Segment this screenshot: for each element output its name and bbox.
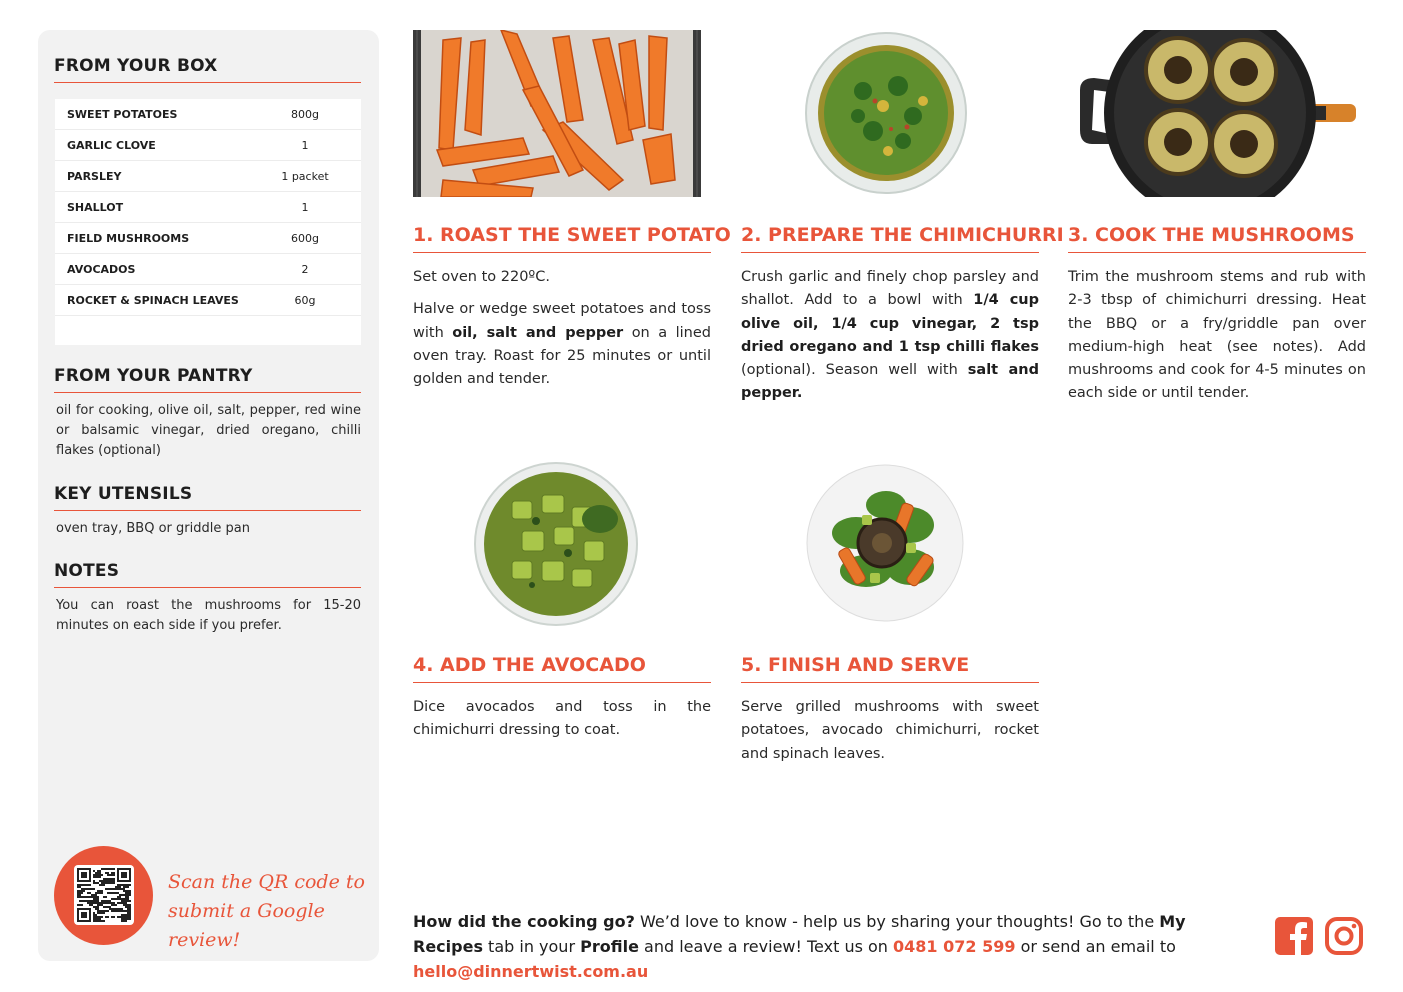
ingredient-row [55,285,361,316]
review-footer [413,909,1253,984]
ingredient-row [55,254,361,285]
ingredient-row [55,192,361,223]
ingredients-table [55,99,361,345]
from-your-pantry-heading: FROM YOUR PANTRY [54,366,361,393]
qr-badge[interactable] [54,846,153,945]
step-paragraph: Set oven to 220ºC. [413,269,550,285]
footer-question: How did the cooking go? [413,912,635,931]
ingredient-qty: 60g [294,293,316,307]
qr-code-icon[interactable] [74,865,134,925]
from-your-box-heading: FROM YOUR BOX [54,56,361,83]
footer-text-3: and leave a review! Text us on [638,937,894,956]
step-paragraph: Halve or wedge sweet potatoes and toss with oil, salt and pepper on a lined oven tray. Roast for 25 minutes or until golden and tender. [413,301,711,388]
phone-link[interactable]: 0481 072 599 [893,937,1016,956]
mushrooms-griddle-image [1080,30,1356,197]
ingredient-name: AVOCADOS [67,262,136,276]
step-paragraph: Trim the mushroom stems and rub with 2-3 tbsp of chimichurri dressing. Heat the BBQ or a fry/griddle pan over medium-high heat (see notes). Add mushrooms and cook for 4-5 minutes on each side or until tender. [1068,269,1366,402]
notes-heading: NOTES [54,561,361,588]
ingredient-name: GARLIC CLOVE [67,138,156,152]
step-5-title: 5. FINISH AND SERVE [741,654,1039,683]
utensils-text: oven tray, BBQ or griddle pan [56,521,250,536]
notes-text: You can roast the mushrooms for 15-20 minutes on each side if you prefer. [56,598,361,633]
sweet-potato-tray-image [413,30,701,197]
chimichurri-bowl-image [803,31,970,195]
step-paragraph: Crush garlic and finely chop parsley and shallot. Add to a bowl with 1/4 cup olive oil, 1/4 cup vinegar, 2 tsp dried oregano and 1 tsp chilli flakes (optional). Season well with salt and pepper. [741,269,1040,402]
step-2-title: 2. PREPARE THE CHIMICHURRI [741,224,1039,253]
pantry-text: oil for cooking, olive oil, salt, pepper, red wine or balsamic vinegar, dried oregano, chilli flakes (optional) [56,403,361,458]
facebook-icon[interactable] [1275,917,1313,955]
qr-prompt [168,868,368,955]
finished-dish-image [806,463,965,624]
footer-text-1: We’d love to know - help us by sharing your thoughts! Go to the [634,912,1160,931]
my-recipes-label: My Recipes [413,912,1186,956]
footer-text-4: or send an email to [1015,937,1176,956]
email-link[interactable]: hello@dinnertwist.com.au [413,962,649,981]
step-4-body [413,696,711,743]
ingredient-qty: 600g [291,231,319,245]
ingredient-name: ROCKET & SPINACH LEAVES [67,293,239,307]
ingredient-name: PARSLEY [67,169,122,183]
ingredient-qty: 1 [301,200,309,214]
step-5-body [741,696,1039,766]
qr-prompt-line1: Scan the QR code to [168,871,365,893]
footer-text-2: tab in your [482,937,581,956]
step-3-body [1068,266,1366,406]
ingredient-qty: 2 [301,262,309,276]
ingredient-row [55,223,361,254]
step-1-body [413,266,711,391]
avocado-bowl-image [472,461,640,627]
key-utensils-heading: KEY UTENSILS [54,484,361,511]
profile-label: Profile [580,937,639,956]
ingredient-qty: 800g [291,107,319,121]
step-3-title: 3. COOK THE MUSHROOMS [1068,224,1366,253]
ingredient-name: SHALLOT [67,200,124,214]
ingredient-qty: 1 packet [281,169,329,183]
instagram-icon[interactable] [1325,917,1363,955]
ingredient-row [55,161,361,192]
step-4-title: 4. ADD THE AVOCADO [413,654,711,683]
step-paragraph: Dice avocados and toss in the chimichurri dressing to coat. [413,699,711,739]
step-paragraph: Serve grilled mushrooms with sweet potatoes, avocado chimichurri, rocket and spinach leaves. [741,699,1039,762]
ingredient-name: SWEET POTATOES [67,107,178,121]
step-1-title: 1. ROAST THE SWEET POTATO [413,224,711,253]
qr-prompt-line2: submit a Google review! [168,900,325,951]
step-2-body [741,266,1039,406]
ingredient-row [55,99,361,130]
ingredients-sidebar [38,30,379,961]
ingredient-row [55,130,361,161]
ingredient-qty: 1 [301,138,309,152]
ingredient-name: FIELD MUSHROOMS [67,231,190,245]
